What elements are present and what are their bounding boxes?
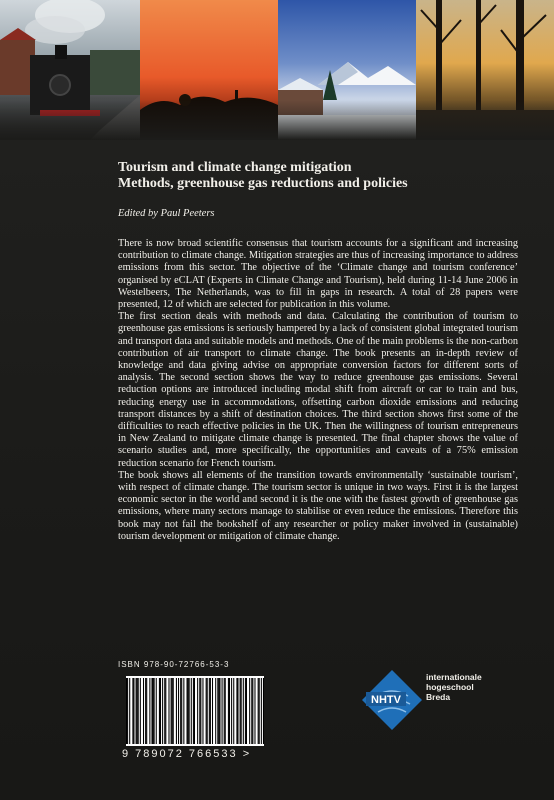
barcode-bar bbox=[187, 678, 188, 744]
barcode-bar bbox=[165, 678, 166, 744]
barcode-bar bbox=[178, 678, 179, 744]
barcode-bar bbox=[241, 678, 242, 744]
barcode-bar bbox=[207, 678, 208, 744]
barcode-bar bbox=[224, 678, 225, 744]
barcode-bar bbox=[143, 678, 144, 744]
barcode-bar bbox=[153, 678, 154, 744]
barcode-bar bbox=[233, 678, 234, 744]
blurb bbox=[118, 238, 518, 543]
barcode-bar bbox=[217, 678, 218, 744]
barcode-bar bbox=[218, 678, 219, 744]
barcode-bar bbox=[215, 678, 216, 744]
barcode-bar bbox=[129, 678, 130, 744]
barcode-bar bbox=[149, 678, 150, 744]
barcode-bar bbox=[258, 678, 259, 744]
barcode-bar bbox=[145, 678, 146, 744]
publisher-name-line: hogeschool bbox=[426, 682, 474, 692]
book-subtitle: Methods, greenhouse gas reductions and policies bbox=[118, 176, 408, 191]
barcode-bar bbox=[151, 678, 152, 744]
barcode-bar bbox=[176, 678, 177, 744]
blurb-paragraph: There is now broad scientific consensus that tourism accounts for a significant and increasing contribution to climate change. Mitigation strategies are thus of increasing importance to address emissions from this sector. The objective of the ‘Climate change and tourism conference’ organised by eCLAT (Experts in Climate Change and Tourism), held during 11-14 June 2006 in Westelbeers, The Netherlands, was to fill in gaps in research. A total of 28 papers were presented, 12 of which are selected for publication in this volume. bbox=[118, 238, 518, 311]
barcode-bar bbox=[160, 678, 161, 744]
barcode-bar bbox=[126, 678, 127, 744]
publisher-name-line: Breda bbox=[426, 692, 451, 702]
barcode-bar bbox=[189, 678, 190, 744]
barcode-bar bbox=[222, 678, 223, 744]
photo-strip bbox=[0, 0, 554, 140]
barcode-bar bbox=[181, 678, 182, 744]
barcode-bar bbox=[228, 678, 229, 744]
publisher-name bbox=[426, 672, 482, 702]
barcode-bar bbox=[231, 678, 232, 744]
barcode bbox=[126, 676, 264, 746]
logo-abbrev: NHTV bbox=[371, 694, 401, 706]
barcode-bar bbox=[259, 678, 260, 744]
editor-credit: Edited by Paul Peeters bbox=[118, 208, 215, 219]
barcode-bar bbox=[133, 678, 134, 744]
barcode-bar bbox=[197, 678, 198, 744]
barcode-bar bbox=[137, 678, 138, 744]
barcode-bar bbox=[183, 678, 184, 744]
barcode-bar bbox=[132, 678, 133, 744]
publisher-logo bbox=[362, 666, 532, 746]
barcode-area bbox=[118, 660, 268, 766]
barcode-bar bbox=[219, 678, 220, 744]
barcode-bar bbox=[162, 678, 163, 744]
barcode-bar bbox=[194, 678, 195, 744]
barcode-bar bbox=[164, 678, 165, 744]
barcode-bar bbox=[156, 678, 157, 744]
barcode-bar bbox=[146, 678, 147, 744]
barcode-bar bbox=[191, 678, 192, 744]
barcode-bar bbox=[212, 678, 213, 744]
barcode-bar bbox=[206, 678, 207, 744]
barcode-bar bbox=[173, 678, 174, 744]
blurb-paragraph: The book shows all elements of the transition towards environmentally ‘sustainable tourism’, with respect of climate change. The tourism sector is unique in two ways. First it is the largest economic sector in the world and second it is the one with the fastest growth of greenhouse gas emissions, where many sectors manage to stabilise or even reduce the emissions. Therefore this book may not fail the bookshelf of any researcher or policy maker involved in (sustainable) tourism development or mitigation of climate change. bbox=[118, 469, 518, 542]
book-title: Tourism and climate change mitigation bbox=[118, 160, 352, 175]
barcode-bar bbox=[245, 678, 246, 744]
blurb-paragraph: The first section deals with methods and data. Calculating the contribution of tourism to greenhouse gas emissions is seriously hampered by a lack of consistent global integrated tourism and transport data and suitable models and methods. One of the main problems is the non-carbon contribution of air transport to climate change. The book presents an in-depth review of knowledge and data giving advise on appropriate conversion factors for different sorts of analysis. The second section shows the way to reduce greenhouse gas emissions. Several reduction options are introduced including modal shift from aircraft or car to train and bus, reducing energy use in accommodations, offsetting carbon dioxide emissions and reducing transport distances by a shift of destination choices. The third section shows first some of the difficulties to reach effective policies in the UK. Then the willingness of tourism entrepreneurs in New Zealand to mitigate climate change is presented. The final chapter shows the value of scenario studies and, more specifically, the opportunities and caveats of a 75% emission reduction scenario for French tourism. bbox=[118, 311, 518, 469]
barcode-bar bbox=[210, 678, 211, 744]
barcode-bar bbox=[240, 678, 241, 744]
barcode-number: 9 789072 766533 > bbox=[122, 748, 252, 760]
barcode-bar bbox=[159, 678, 160, 744]
barcode-bar bbox=[249, 678, 250, 744]
barcode-bar bbox=[136, 678, 137, 744]
barcode-bar bbox=[138, 678, 139, 744]
barcode-bar bbox=[243, 678, 244, 744]
isbn-label: ISBN 978-90-72766-53-3 bbox=[118, 660, 230, 669]
barcode-bar bbox=[252, 678, 253, 744]
barcode-bar bbox=[209, 678, 210, 744]
barcode-bar bbox=[127, 678, 128, 744]
barcode-bar bbox=[237, 678, 238, 744]
barcode-bar bbox=[200, 678, 201, 744]
barcode-bar bbox=[199, 678, 200, 744]
barcode-bar bbox=[261, 678, 262, 744]
barcode-bar bbox=[188, 678, 189, 744]
barcode-bar bbox=[246, 678, 247, 744]
barcode-bar bbox=[154, 678, 155, 744]
barcode-bar bbox=[254, 678, 255, 744]
barcode-bar bbox=[168, 678, 169, 744]
barcode-bar bbox=[202, 678, 203, 744]
barcode-bar bbox=[193, 678, 194, 744]
barcode-bar bbox=[229, 678, 230, 744]
barcode-bar bbox=[251, 678, 252, 744]
barcode-bar bbox=[172, 678, 173, 744]
nhtv-logo-icon bbox=[362, 666, 426, 736]
barcode-bar bbox=[236, 678, 237, 744]
publisher-name-line: internationale bbox=[426, 672, 482, 682]
barcode-bar bbox=[225, 678, 226, 744]
title-block bbox=[118, 160, 518, 192]
barcode-bar bbox=[140, 678, 141, 744]
barcode-bar bbox=[171, 678, 172, 744]
strip-fade bbox=[0, 100, 554, 140]
barcode-bar bbox=[263, 678, 264, 744]
barcode-bar bbox=[180, 678, 181, 744]
